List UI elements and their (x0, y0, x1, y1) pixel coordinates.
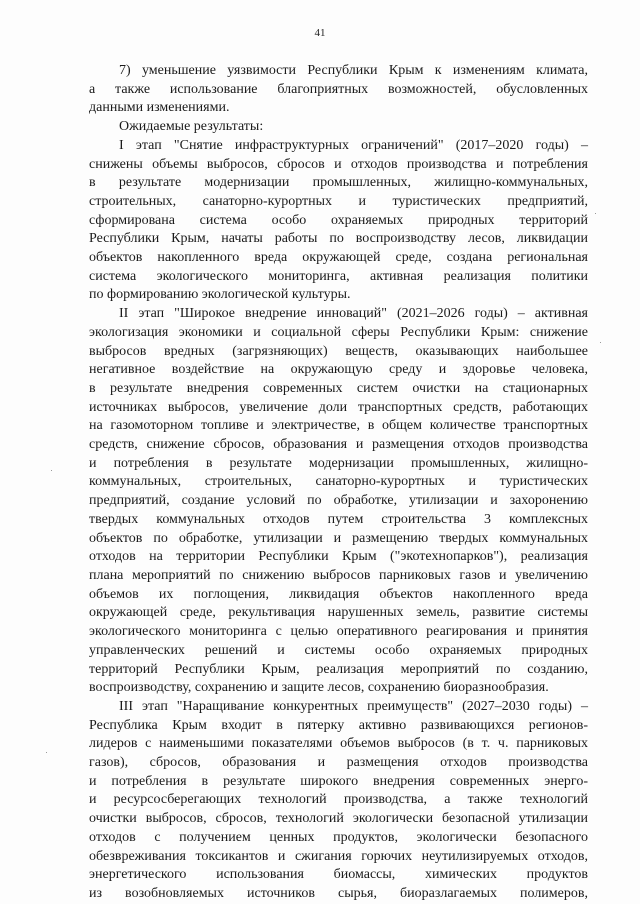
text-line: Республика Крым входит в пятерку активно развивающихся регионов- (89, 717, 588, 733)
text-line: предприятий, создание условий по обработке, утилизации и захоронению (89, 493, 588, 509)
text-line: газов), сбросов, образования и размещения отходов производства (89, 755, 588, 771)
text-line: а также использование благоприятных возможностей, обусловленных (89, 81, 588, 97)
text-line: и потребления в результате модернизации промышленных, жилищно- (89, 455, 588, 471)
text-line: очистки выбросов, сбросов, технологий экологически безопасной утилизации (89, 811, 588, 827)
text-line: и ресурсосберегающих технологий производства, а также технологий (89, 792, 588, 808)
text-line: негативное воздействие на окружающую среду и здоровье человека, (89, 362, 588, 378)
text-line: лидеров с наименьшими показателями объемов выбросов (в т. ч. парниковых (89, 736, 588, 752)
paragraph (89, 698, 588, 904)
text-line: отходов с получением ценных продуктов, экологически безопасного (89, 829, 588, 845)
text-line: по формированию экологической культуры. (89, 287, 351, 303)
text-line: в результате внедрения современных систем очистки на стационарных (89, 380, 588, 396)
text-line: выбросов вредных (загрязняющих) веществ, оказывающих наибольшее (89, 343, 588, 359)
document-body (89, 62, 588, 904)
text-line: I этап "Снятие инфраструктурных ограничений" (2017–2020 годы) – (119, 137, 588, 153)
scan-speck (600, 342, 601, 343)
text-line: объектов по обработке, утилизации и размещению твердых коммунальных (89, 530, 588, 546)
text-line: из возобновляемых источников сырья, биоразлагаемых полимеров, (89, 885, 588, 901)
text-line: Республики Крым, начаты работы по воспроизводству лесов, ликвидации (89, 231, 588, 247)
text-line: экологизация экономики и социальной сферы Республики Крым: снижение (89, 324, 588, 340)
text-line: данными изменениями. (89, 100, 230, 116)
paragraph (89, 137, 588, 305)
text-line: 7) уменьшение уязвимости Республики Крым к изменениям климата, (119, 63, 588, 78)
text-line: III этап "Наращивание конкурентных преимуществ" (2027–2030 годы) – (119, 698, 588, 714)
page-number: 41 (314, 27, 326, 39)
text-line: объемов их поглощения, ликвидация объектов накопленного вреда (89, 586, 588, 602)
text-line: на газомоторном топливе и электричестве, в общем количестве транспортных (89, 418, 588, 434)
text-line: сформирована система особо охраняемых природных территорий (89, 212, 588, 228)
text-line: Ожидаемые результаты: (119, 119, 264, 135)
text-line: плана мероприятий по снижению выбросов парниковых газов и увеличению (89, 567, 588, 583)
text-line: и потребления в результате широкого внедрения современных энерго- (89, 773, 588, 789)
text-line: средств, снижение сбросов, образования и размещения отходов производства (89, 437, 588, 453)
text-line: твердых коммунальных отходов путем строительства 3 комплексных (89, 511, 588, 527)
text-line: экологического мониторинга с целью оперативного реагирования и принятия (89, 624, 588, 640)
text-line: энергетического использования биомассы, химических продуктов (89, 867, 588, 883)
text-line: строительных, санаторно-курортных и туристических предприятий, (89, 193, 588, 209)
text-line: воспроизводству, сохранению и защите лесов, сохранению биоразнообразия. (89, 680, 549, 696)
paragraph (89, 62, 588, 118)
scan-speck (51, 470, 52, 471)
scan-speck (595, 213, 596, 214)
text-line: отходов на территории Республики Крым ("экотехнопарков"), реализация (89, 549, 588, 565)
text-line: коммунальных, строительных, санаторно-курортных и туристических (89, 474, 588, 490)
text-line: управленческих решений и системы особо охраняемых природных (89, 642, 588, 658)
text-line: система экологического мониторинга, активная реализация политики (89, 268, 588, 284)
text-line: окружающей среде, рекультивация нарушенных земель, развитие системы (89, 605, 588, 621)
paragraph (89, 118, 588, 137)
text-line: снижены объемы выбросов, сбросов и отходов производства и потребления (89, 156, 588, 172)
text-line: обезвреживания токсикантов и сжигания горючих неутилизируемых отходов, (89, 848, 588, 864)
text-line: в результате модернизации промышленных, жилищно-коммунальных, (89, 175, 588, 191)
text-line: II этап "Широкое внедрение инноваций" (2021–2026 годы) – активная (119, 306, 588, 322)
paragraph (89, 305, 588, 698)
scan-speck (46, 752, 47, 753)
text-line: территорий Республики Крым, реализация мероприятий по созданию, (89, 661, 588, 677)
text-line: источниках выбросов, увеличение доли транспортных средств, работающих (89, 399, 588, 415)
text-line: объектов накопленного вреда окружающей среде, создана региональная (89, 250, 588, 266)
